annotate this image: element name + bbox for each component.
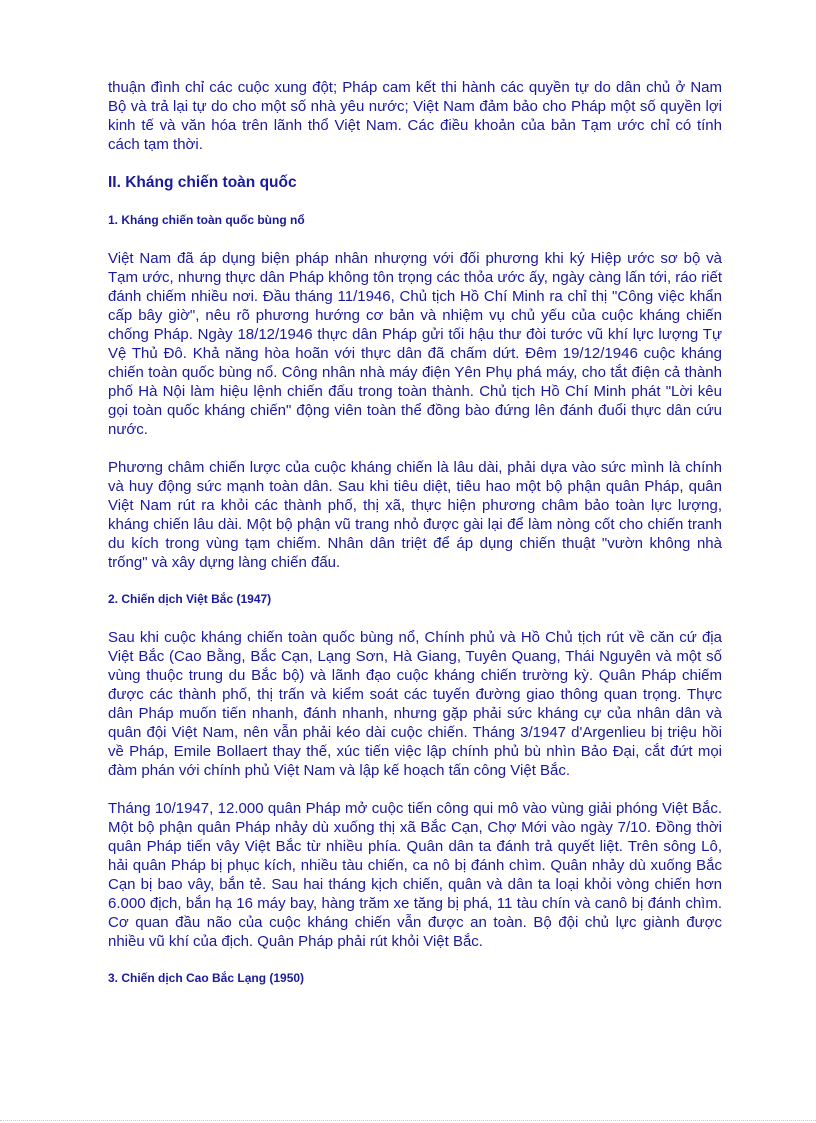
subsection-heading-3: 3. Chiến dịch Cao Bắc Lạng (1950) xyxy=(108,971,305,985)
paragraph: Phương châm chiến lược của cuộc kháng chiến là lâu dài, phải dựa vào sức mình là chính và huy động sức mạnh toàn dân. Sau khi tiêu diệt, tiêu hao một bộ phận quân Pháp, quân Việt Nam rút ra khỏi các thành phố, thị xã, thực hiện phương châm bảo toàn lực lượng, kháng chiến lâu dài. Một bộ phận vũ trang nhỏ được gài lại để làm nòng cốt cho chiến tranh du kích trong vùng tạm chiếm. Nhân dân triệt để áp dụng chiến thuật "vườn không nhà trống" và xây dựng làng chiến đấu. xyxy=(108,459,722,571)
intro-paragraph: thuận đình chỉ các cuộc xung đột; Pháp cam kết thi hành các quyền tự do dân chủ ở Nam Bộ và trả lại tự do cho một số nhà yêu nước; Việt Nam đảm bảo cho Pháp một số quyền lợi kinh tế và văn hóa trên lãnh thổ Việt Nam. Các điều khoản của bản Tạm ước chỉ có tính cách tạm thời. xyxy=(108,79,722,153)
page-bottom-rule xyxy=(0,1120,816,1121)
section-heading: II. Kháng chiến toàn quốc xyxy=(108,174,297,191)
paragraph: Tháng 10/1947, 12.000 quân Pháp mở cuộc tiến công qui mô vào vùng giải phóng Việt Bắc. Một bộ phận quân Pháp nhảy dù xuống thị xã Bắc Cạn, Chợ Mới vào ngày 7/10. Đồng thời quân Pháp tiến vây Việt Bắc từ nhiều phía. Quân dân ta đánh trả quyết liệt. Trên sông Lô, hải quân Pháp bị phục kích, nhiều tàu chiến, ca nô bị đánh chìm. Quân nhảy dù xuống Bắc Cạn bị bao vây, bắn tẻ. Sau hai tháng kịch chiến, quân và dân ta loại khỏi vòng chiến hơn 6.000 địch, bắn hạ 16 máy bay, hàng trăm xe tăng bị phá, 11 tàu chín và canô bị đánh chìm. Cơ quan đầu não của cuộc kháng chiến vẫn được an toàn. Bộ đội chủ lực giành được nhiều vũ khí của địch. Quân Pháp phải rút khỏi Việt Bắc. xyxy=(108,800,722,950)
subsection-heading-1: 1. Kháng chiến toàn quốc bùng nổ xyxy=(108,213,305,227)
subsection-heading-2: 2. Chiến dịch Việt Bắc (1947) xyxy=(108,592,272,606)
paragraph: Việt Nam đã áp dụng biện pháp nhân nhượng với đối phương khi ký Hiệp ước sơ bộ và Tạm ước, nhưng thực dân Pháp không tôn trọng các thỏa ước ấy, ngày càng lấn tới, ráo riết đánh chiếm nhiều nơi. Đầu tháng 11/1946, Chủ tịch Hồ Chí Minh ra chỉ thị "Công việc khẩn cấp bây giờ", nêu rõ phương hướng cơ bản và nhiệm vụ chủ yếu của cuộc kháng chiến chống Pháp. Ngày 18/12/1946 thực dân Pháp gửi tối hậu thư đòi tước vũ khí lực lượng Tự Vệ Thủ Đô. Khả năng hòa hoãn với thực dân đã chấm dứt. Đêm 19/12/1946 cuộc kháng chiến toàn quốc bùng nổ. Công nhân nhà máy điện Yên Phụ phá máy, cho tắt điện cả thành phố Hà Nội làm hiệu lệnh chiến đấu trong toàn thành. Chủ tịch Hồ Chí Minh phát "Lời kêu gọi toàn quốc kháng chiến" động viên toàn thể đồng bào đứng lên đánh đuổi thực dân cứu nước. xyxy=(108,250,722,438)
paragraph: Sau khi cuộc kháng chiến toàn quốc bùng nổ, Chính phủ và Hồ Chủ tịch rút về căn cứ địa Việt Bắc (Cao Bằng, Bắc Cạn, Lạng Sơn, Hà Giang, Tuyên Quang, Thái Nguyên và một số vùng thuộc trung du Bắc bộ) và lãnh đạo cuộc kháng chiến trường kỳ. Quân Pháp chiếm được các thành phố, thị trấn và kiểm soát các tuyến đường giao thông quan trọng. Thực dân Pháp muốn tiến nhanh, đánh nhanh, nhưng gặp phải sức kháng cự của nhân dân và quân đội Việt Nam, nên vẫn phải kéo dài cuộc chiến. Tháng 3/1947 d'Argenlieu bị triệu hồi về Pháp, Emile Bollaert thay thế, xúc tiến việc lập chính phủ bù nhìn Bảo Đại, cắt đứt mọi đàm phán với chính phủ Việt Nam và lập kế hoạch tấn công Việt Bắc. xyxy=(108,629,722,779)
document-page xyxy=(108,78,722,1007)
